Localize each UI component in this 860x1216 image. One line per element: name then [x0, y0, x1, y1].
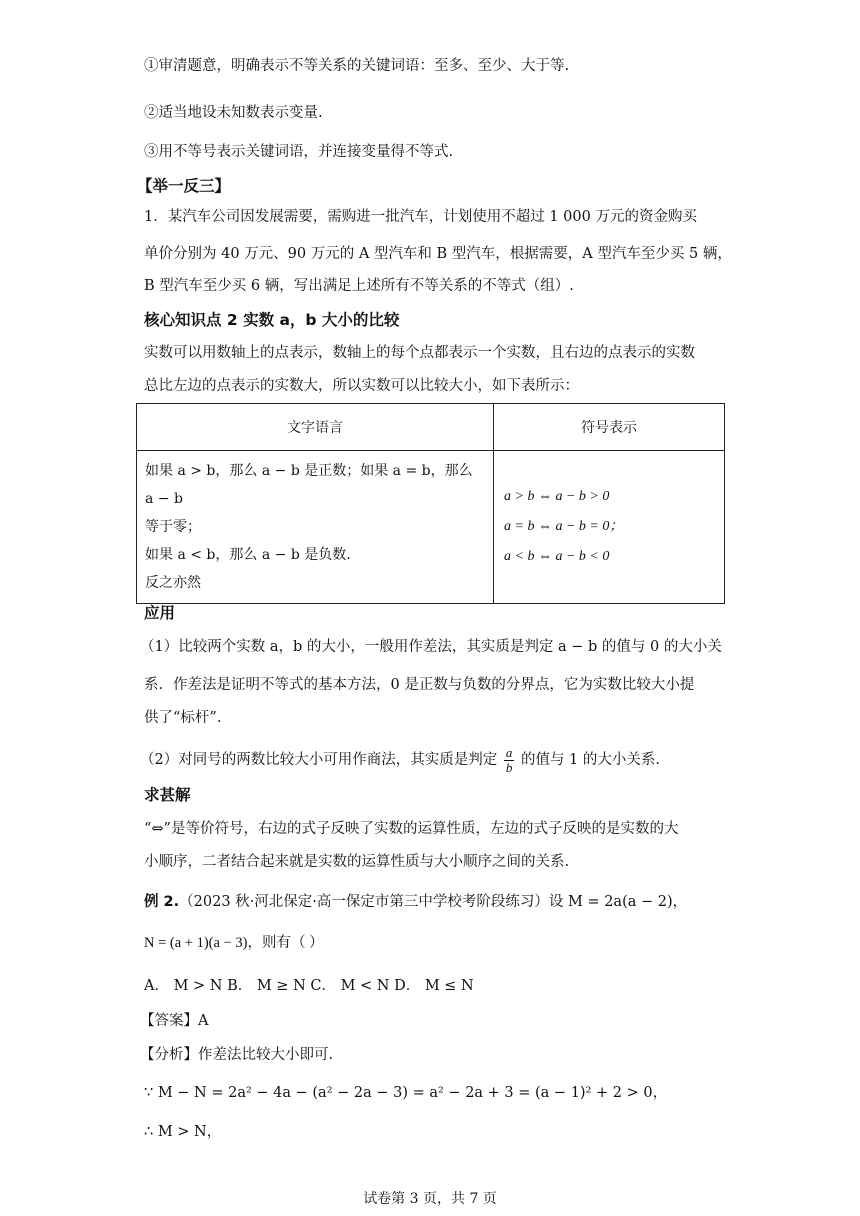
deep-line-2: 小顺序，二者结合起来就是实数的运算性质与大小顺序之间的关系. — [144, 854, 570, 870]
table-header-row — [137, 404, 725, 451]
fraction-a-over-b — [504, 746, 515, 775]
table-text-line: 反之亦然 — [145, 575, 201, 591]
practice-line-2: 单价分别为 40 万元、90 万元的 A 型汽车和 B 型汽车，根据需要，A 型汽车至少买 5 辆， — [144, 246, 732, 262]
solution-line-2: ∴ M > N， — [144, 1124, 222, 1140]
application-line-4 — [140, 744, 660, 776]
table-header-symbol: 符号表示 — [494, 404, 725, 451]
deep-heading: 求甚解 — [144, 786, 191, 804]
kp2-heading: 核心知识点 2 实数 a，b 大小的比较 — [144, 311, 400, 329]
solution-line-1: ∵ M − N = 2a² − 4a − (a² − 2a − 3) = a² − 2a + 3 = (a − 1)² + 2 > 0， — [144, 1085, 668, 1101]
step-3: ③用不等号表示关键词语，并连接变量得不等式. — [144, 144, 454, 160]
table-symbol-line: a = b ⇔ a − b = 0； — [504, 519, 624, 534]
application-line-3: 供了“标杆”. — [144, 710, 222, 726]
table-row — [137, 451, 725, 604]
application-2-text: （2）对同号的两数比较大小可用作商法，其实质是判定 — [140, 752, 498, 768]
step-1: ①审清题意，明确表示不等关系的关键词语：至多、至少、大于等. — [144, 58, 570, 74]
practice-line-1: 1．某汽车公司因发展需要，需购进一批汽车，计划使用不超过 1 000 万元的资金购买 — [144, 209, 697, 225]
table-header-text-language: 文字语言 — [137, 404, 494, 451]
table-text-line: 如果 a > b，那么 a − b 是正数；如果 a = b，那么 a − b — [145, 463, 473, 507]
fraction-denominator: b — [505, 759, 513, 775]
deep-line-1: “⇔”是等价符号，右边的式子反映了实数的运算性质，左边的式子反映的是实数的大 — [144, 821, 679, 837]
application-line-1: （1）比较两个实数 a，b 的大小，一般用作差法，其实质是判定 a − b 的值与 0 的大小关 — [140, 639, 722, 655]
kp2-line-1: 实数可以用数轴上的点表示，数轴上的每个点都表示一个实数，且右边的点表示的实数 — [144, 345, 695, 361]
application-heading: 应用 — [144, 604, 176, 622]
example-options: A． M > N B． M ≥ N C． M < N D． M ≤ N — [144, 978, 474, 994]
comparison-table — [136, 403, 725, 604]
table-symbol-line: a > b ⇔ a − b > 0 — [504, 489, 610, 504]
practice-heading: 【举一反三】 — [137, 177, 231, 195]
example-label: 例 2. — [144, 894, 180, 910]
example-line-1 — [144, 892, 687, 912]
practice-line-3: B 型汽车至少买 6 辆，写出满足上述所有不等关系的不等式（组）. — [144, 278, 574, 294]
page-footer: 试卷第 3 页，共 7 页 — [363, 1191, 497, 1207]
fraction-numerator: a — [505, 744, 513, 760]
table-text-line: 如果 a < b，那么 a − b 是负数. — [145, 547, 351, 563]
example-source: （2023 秋·河北保定·高一保定市第三中学校考阶段练习）设 M = 2a(a − 2)， — [179, 894, 688, 910]
table-cell-text — [137, 451, 494, 604]
kp2-line-2: 总比左边的点表示的实数大，所以实数可以比较大小，如下表所示： — [144, 378, 579, 394]
analysis: 【分析】作差法比较大小即可. — [140, 1047, 334, 1063]
table-cell-symbol — [494, 451, 725, 604]
application-line-2: 系．作差法是证明不等式的基本方法，0 是正数与负数的分界点，它为实数比较大小提 — [144, 677, 695, 693]
step-2: ②适当地设未知数表示变量. — [144, 105, 323, 121]
application-2-tail: 的值与 1 的大小关系. — [520, 752, 661, 768]
answer: 【答案】A — [140, 1013, 209, 1029]
table-text-line: 等于零； — [145, 519, 201, 535]
table-symbol-line: a < b ⇔ a − b < 0 — [504, 549, 610, 564]
example-line-2: N = (a + 1)(a − 3)，则有（ ） — [144, 935, 324, 951]
